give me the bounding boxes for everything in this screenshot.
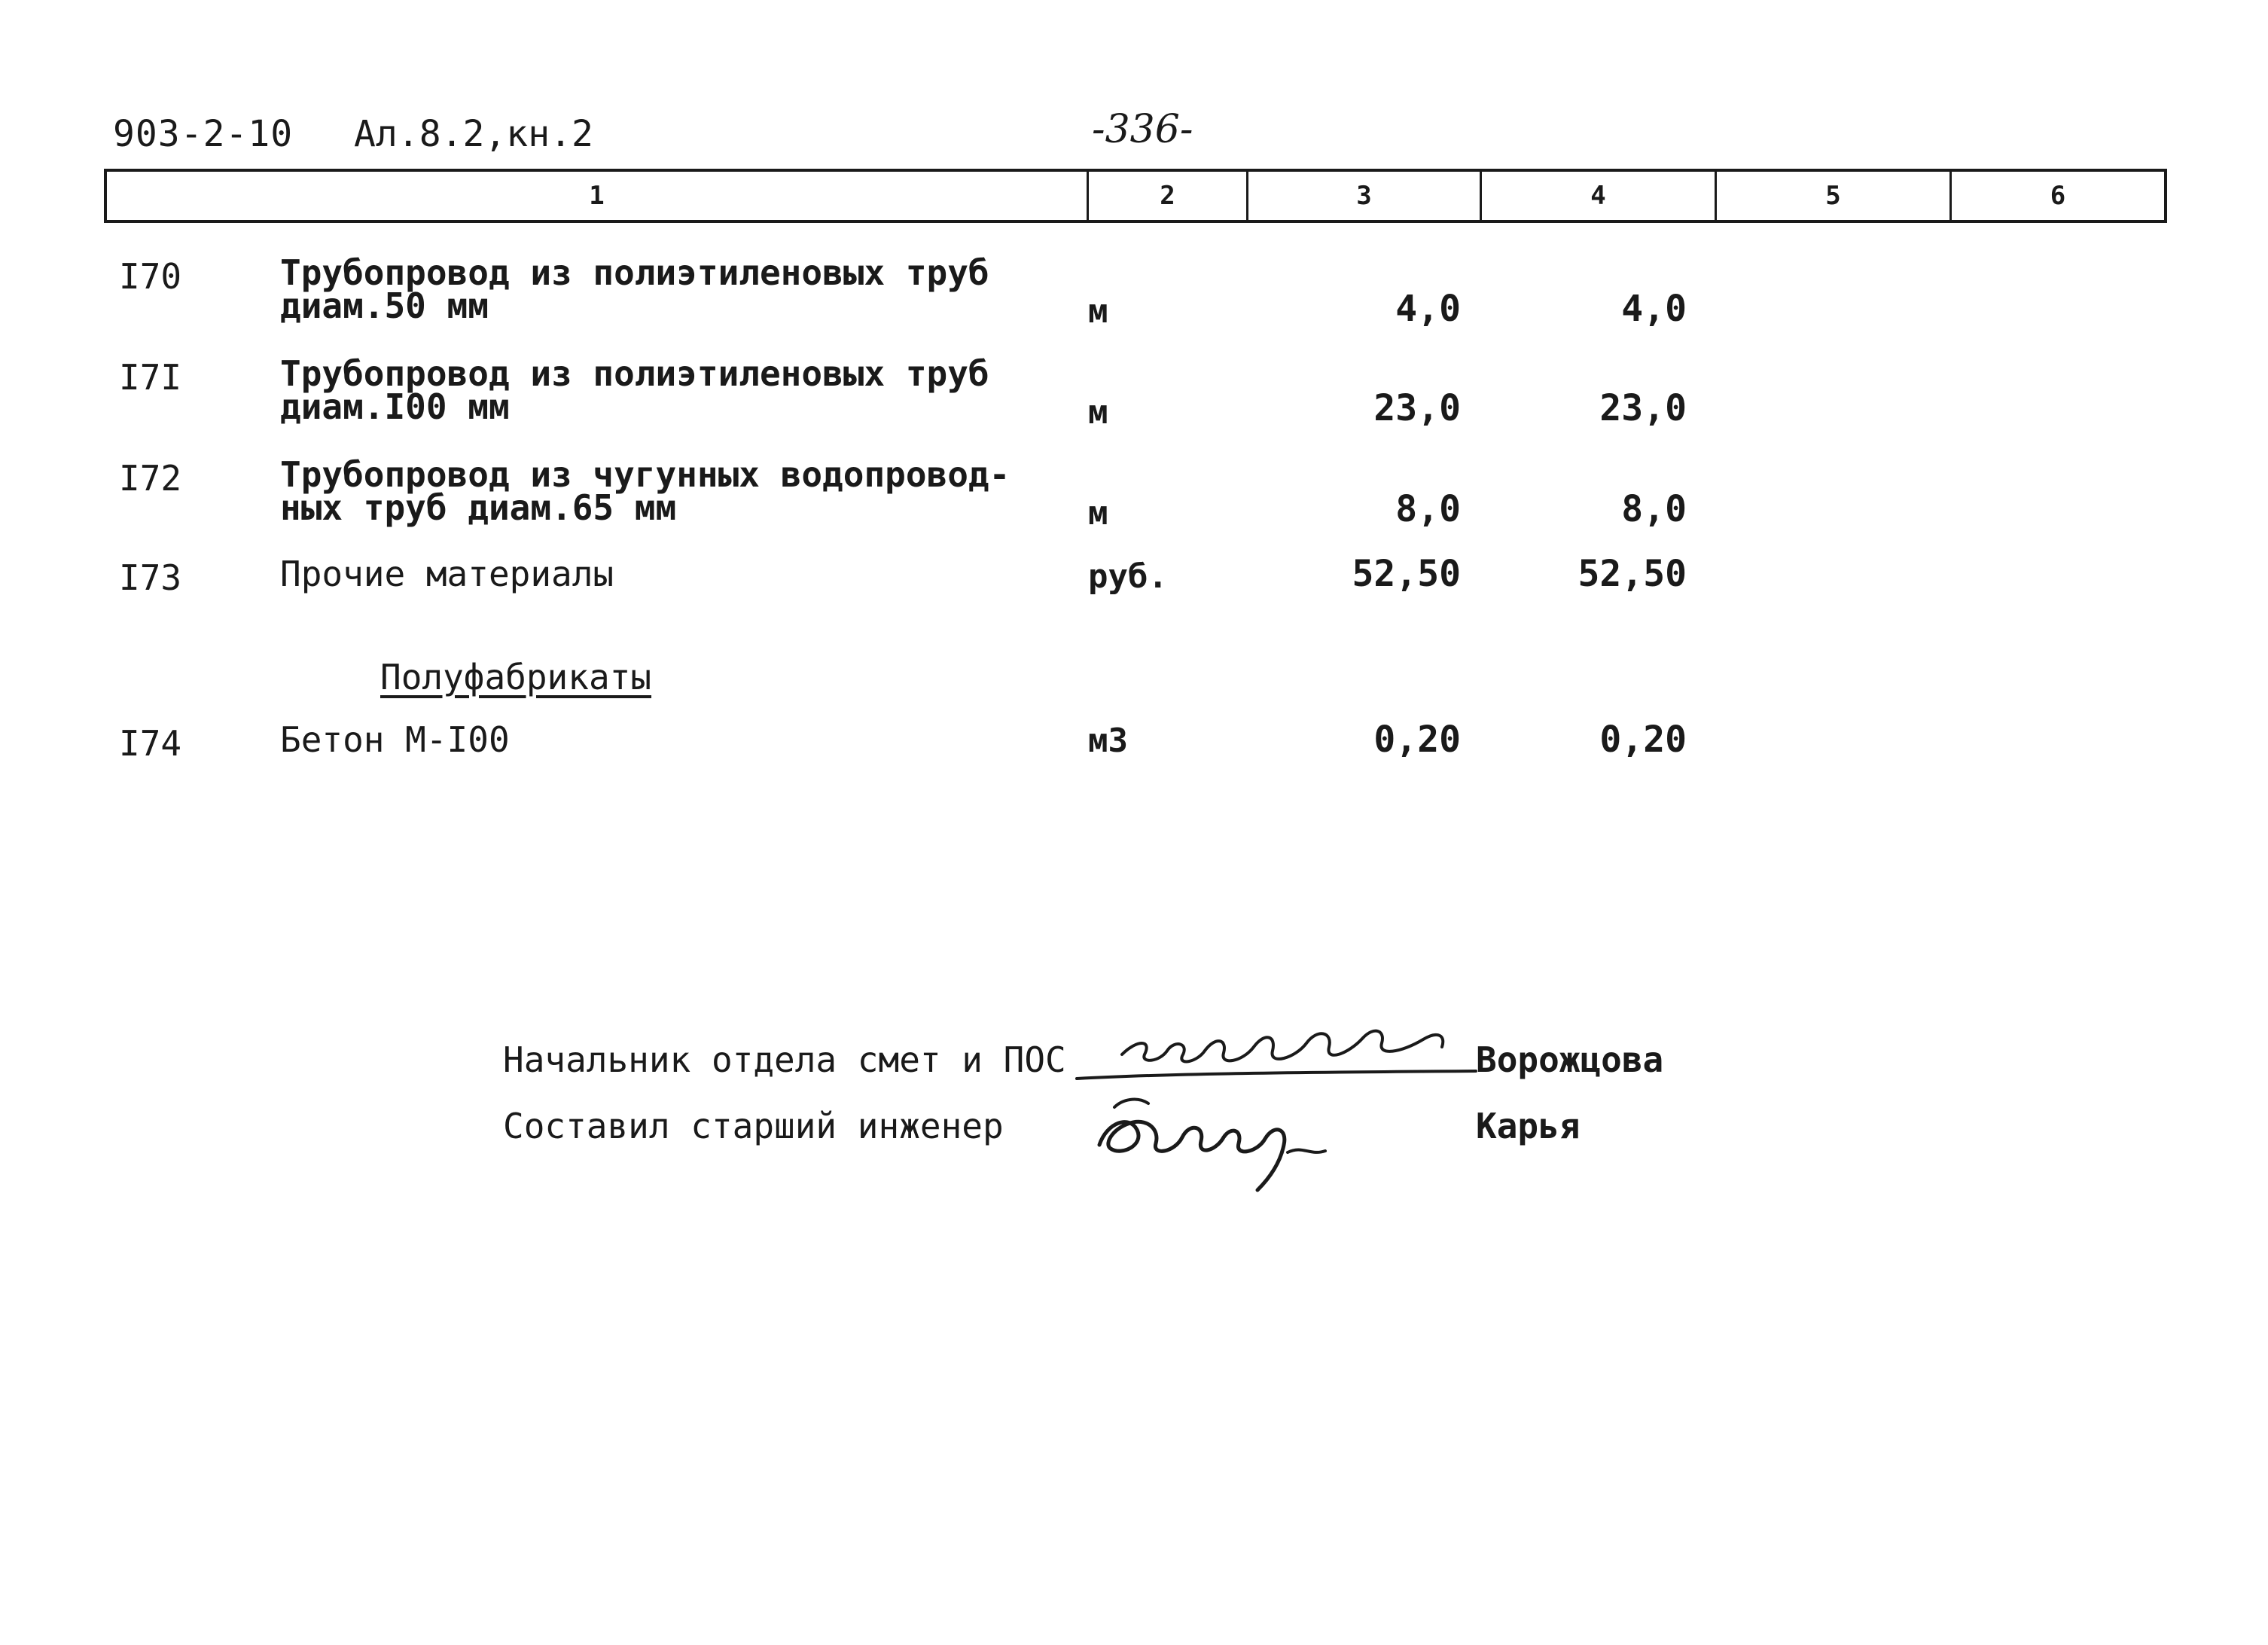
page-number: -336- — [1092, 107, 1193, 152]
column-number-3: 3 — [1248, 172, 1482, 220]
column-number-4: 4 — [1482, 172, 1717, 220]
signature-role: Составил старший инженер — [503, 1106, 1004, 1146]
signatory-name: Карья — [1476, 1106, 1581, 1146]
row-name — [280, 252, 989, 326]
row-value-col4: 8,0 — [1621, 488, 1687, 530]
row-value-col4: 4,0 — [1621, 288, 1687, 330]
row-name-line1: Трубопровод из полиэтиленовых труб — [280, 252, 989, 293]
row-name-line1: Трубопровод из полиэтиленовых труб — [280, 353, 989, 394]
row-unit: м — [1088, 393, 1108, 432]
row-unit: руб. — [1088, 557, 1168, 596]
row-value-col3: 4,0 — [1395, 288, 1461, 330]
row-name — [280, 353, 989, 427]
row-name-line2: диам.I00 мм — [280, 386, 510, 427]
row-value-col3: 0,20 — [1373, 719, 1461, 761]
row-name: Прочие материалы — [280, 554, 614, 594]
row-name-line1: Трубопровод из чугунных водопровод- — [280, 454, 1011, 495]
column-number-2: 2 — [1089, 172, 1248, 220]
document-code: 903-2-10 — [113, 113, 294, 155]
row-value-col3: 23,0 — [1373, 387, 1461, 429]
row-value-col4: 52,50 — [1578, 553, 1687, 595]
row-number: I73 — [119, 557, 182, 598]
row-unit: м — [1088, 292, 1108, 331]
handwritten-signature — [1084, 1085, 1340, 1198]
row-number: I74 — [119, 723, 182, 764]
row-name-line2: ных труб диам.65 мм — [280, 487, 677, 528]
column-number-6: 6 — [2050, 181, 2066, 211]
row-number: I70 — [119, 256, 182, 297]
section-title: Полуфабрикаты — [380, 657, 652, 697]
row-name: Бетон М-I00 — [280, 719, 510, 760]
row-name-line2: диам.50 мм — [280, 285, 489, 326]
row-number: I7I — [119, 357, 182, 398]
column-number-5: 5 — [1717, 172, 1952, 220]
row-number: I72 — [119, 458, 182, 499]
album-reference: Ал.8.2,кн.2 — [354, 113, 593, 155]
handwritten-signature — [1069, 1009, 1491, 1092]
row-value-col4: 23,0 — [1599, 387, 1687, 429]
row-name — [280, 454, 1011, 528]
row-unit: м3 — [1088, 722, 1128, 760]
signature-role: Начальник отдела смет и ПОС — [503, 1039, 1066, 1080]
row-value-col3: 8,0 — [1395, 488, 1461, 530]
table-column-header — [104, 169, 2167, 223]
row-value-col3: 52,50 — [1352, 553, 1461, 595]
row-unit: м — [1088, 494, 1108, 533]
signatory-name: Ворожцова — [1476, 1039, 1664, 1080]
column-number-1: 1 — [107, 172, 1089, 220]
row-value-col4: 0,20 — [1599, 719, 1687, 761]
